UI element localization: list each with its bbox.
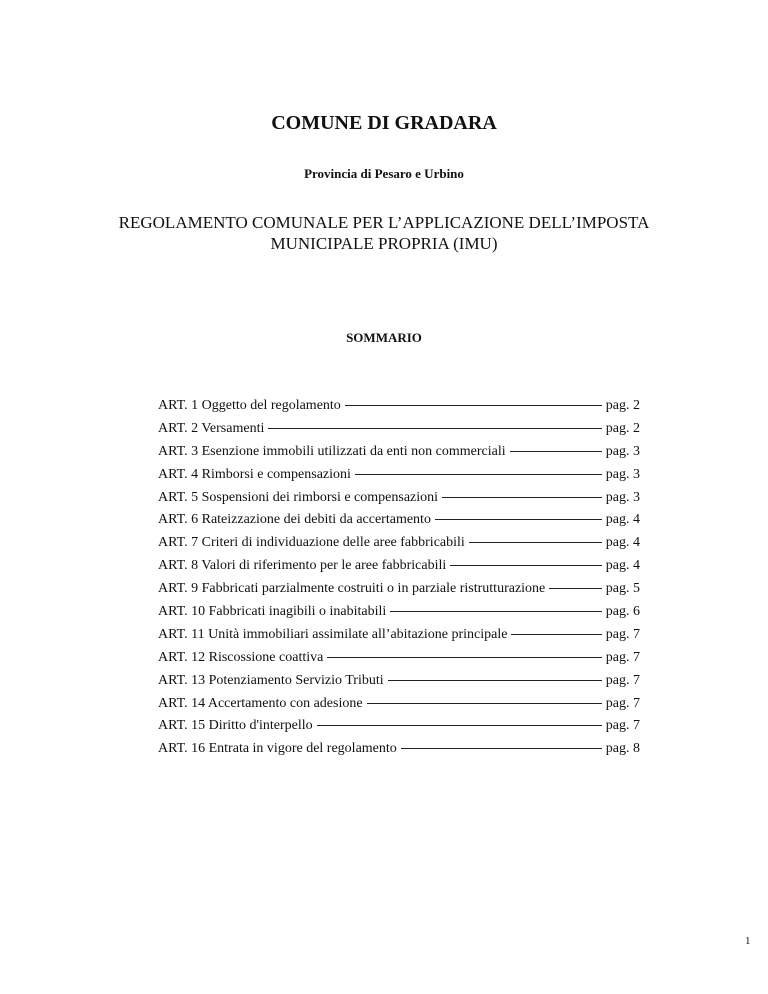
toc-entry[interactable] [158, 558, 640, 581]
toc-leader-line [442, 497, 602, 498]
toc-entry-page: pag. 3 [605, 466, 640, 482]
toc-leader-line [327, 657, 601, 658]
toc-entry[interactable] [158, 444, 640, 467]
toc-leader-line [435, 519, 602, 520]
toc-entry-label: ART. 2 Versamenti [158, 420, 265, 436]
toc-leader-line [268, 428, 601, 429]
toc-leader-line [367, 703, 602, 704]
table-of-contents [158, 398, 640, 764]
toc-entry-label: ART. 10 Fabbricati inagibili o inabitabili [158, 604, 387, 620]
toc-entry-page: pag. 7 [605, 695, 640, 711]
toc-entry-label: ART. 5 Sospensioni dei rimborsi e compensazioni [158, 489, 439, 505]
toc-entry[interactable] [158, 421, 640, 444]
toc-entry[interactable] [158, 581, 640, 604]
toc-entry-page: pag. 7 [605, 672, 640, 688]
toc-entry-label: ART. 7 Criteri di individuazione delle aree fabbricabili [158, 535, 465, 551]
toc-entry-page: pag. 8 [605, 741, 640, 757]
toc-entry-page: pag. 5 [605, 581, 640, 597]
toc-entry-label: ART. 15 Diritto d'interpello [158, 718, 313, 734]
toc-entry-page: pag. 4 [605, 535, 640, 551]
toc-entry[interactable] [158, 398, 640, 421]
toc-entry-label: ART. 9 Fabbricati parzialmente costruiti o in parziale ristrutturazione [158, 581, 546, 597]
toc-entry[interactable] [158, 535, 640, 558]
toc-entry[interactable] [158, 650, 640, 673]
toc-leader-line [401, 748, 602, 749]
toc-entry-page: pag. 2 [605, 420, 640, 436]
document-title: COMUNE DI GRADARA [271, 112, 497, 134]
toc-entry-page: pag. 4 [605, 512, 640, 528]
toc-entry-page: pag. 6 [605, 604, 640, 620]
toc-entry[interactable] [158, 627, 640, 650]
toc-entry[interactable] [158, 673, 640, 696]
toc-heading: SOMMARIO [346, 330, 422, 345]
toc-entry[interactable] [158, 467, 640, 490]
toc-entry-label: ART. 3 Esenzione immobili utilizzati da enti non commerciali [158, 443, 506, 459]
toc-entry-page: pag. 4 [605, 558, 640, 574]
toc-leader-line [469, 542, 602, 543]
toc-leader-line [388, 680, 602, 681]
toc-leader-line [390, 611, 601, 612]
toc-entry-label: ART. 6 Rateizzazione dei debiti da accertamento [158, 512, 431, 528]
toc-entry[interactable] [158, 604, 640, 627]
toc-entry-label: ART. 12 Riscossione coattiva [158, 649, 324, 665]
toc-entry-page: pag. 2 [605, 398, 640, 413]
regulation-title-line-2: MUNICIPALE PROPRIA (IMU) [270, 234, 498, 253]
regulation-title-line-1: REGOLAMENTO COMUNALE PER L’APPLICAZIONE DELL’IMPOSTA [118, 213, 650, 232]
toc-entry-label: ART. 11 Unità immobiliari assimilate all’abitazione principale [158, 626, 508, 642]
toc-entry[interactable] [158, 490, 640, 513]
province-subtitle: Provincia di Pesaro e Urbino [304, 166, 464, 181]
toc-leader-line [511, 634, 601, 635]
toc-leader-line [345, 405, 602, 406]
toc-entry-label: ART. 16 Entrata in vigore del regolamento [158, 741, 397, 757]
toc-leader-line [355, 474, 602, 475]
regulation-title [0, 212, 768, 254]
toc-leader-line [317, 725, 602, 726]
toc-leader-line [510, 451, 602, 452]
toc-entry-page: pag. 3 [605, 443, 640, 459]
toc-entry-label: ART. 4 Rimborsi e compensazioni [158, 466, 351, 482]
toc-entry-label: ART. 8 Valori di riferimento per le aree fabbricabili [158, 558, 447, 574]
toc-entry[interactable] [158, 696, 640, 719]
toc-entry[interactable] [158, 718, 640, 741]
toc-entry-label: ART. 14 Accertamento con adesione [158, 695, 363, 711]
toc-entry[interactable] [158, 512, 640, 535]
page-number: 1 [745, 935, 751, 947]
toc-leader-line [450, 565, 602, 566]
toc-entry[interactable] [158, 741, 640, 764]
toc-entry-label: ART. 13 Potenziamento Servizio Tributi [158, 672, 384, 688]
toc-entry-page: pag. 7 [605, 649, 640, 665]
toc-leader-line [549, 588, 602, 589]
toc-entry-page: pag. 7 [605, 718, 640, 734]
toc-entry-page: pag. 3 [605, 489, 640, 505]
toc-entry-label: ART. 1 Oggetto del regolamento [158, 398, 341, 413]
toc-entry-page: pag. 7 [605, 626, 640, 642]
